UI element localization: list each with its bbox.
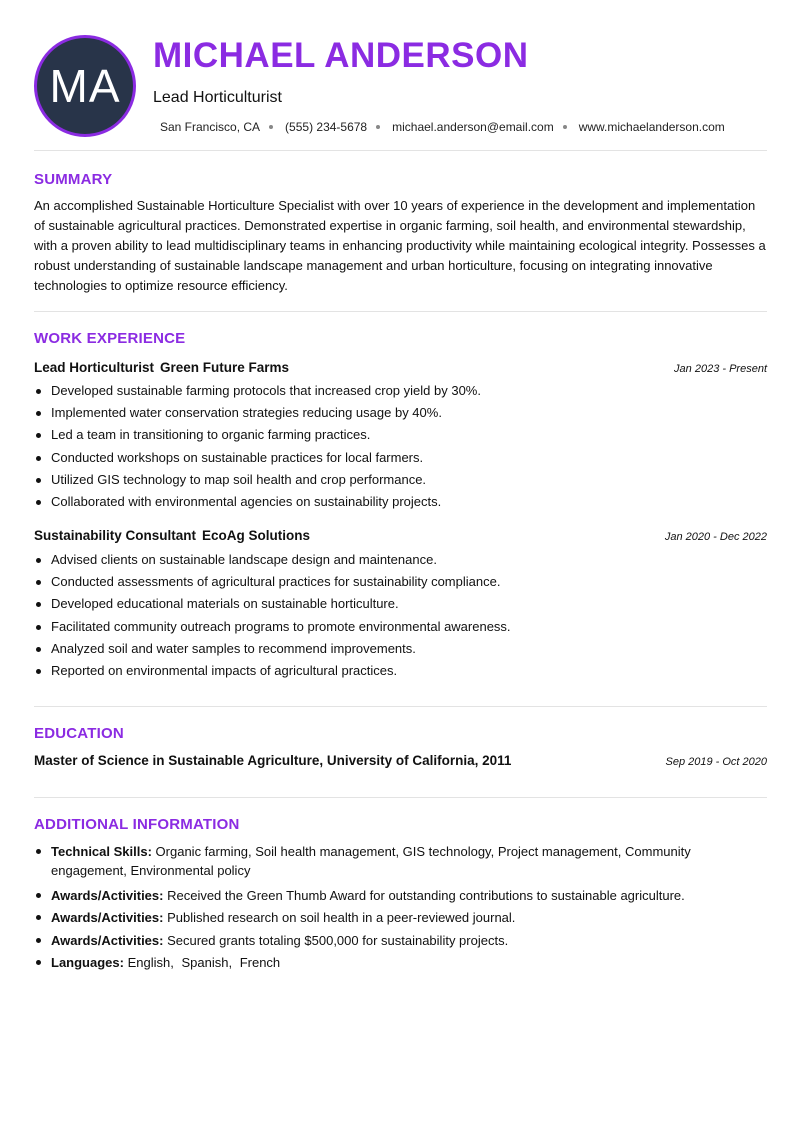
language: Spanish, xyxy=(181,954,233,970)
job-company: EcoAg Solutions xyxy=(202,528,311,543)
separator-dot-icon xyxy=(563,125,567,129)
item-label: Languages: xyxy=(51,954,124,970)
item-label: Awards/Activities: xyxy=(51,910,164,926)
item-label: Technical Skills: xyxy=(51,844,152,859)
separator-dot-icon xyxy=(269,125,273,129)
education-dates: Sep 2019 - Oct 2020 xyxy=(665,756,767,768)
list-item: Conducted assessments of agricultural practices for sustainability compliance. xyxy=(34,571,767,593)
job-header xyxy=(34,359,767,377)
contact-location: San Francisco, CA xyxy=(160,120,261,134)
job-company: Green Future Farms xyxy=(160,360,290,375)
contact-website[interactable]: www.michaelanderson.com xyxy=(578,120,725,134)
list-item: Facilitated community outreach programs to promote environmental awareness. xyxy=(34,616,767,638)
language: French xyxy=(239,954,281,970)
contact-email[interactable]: michael.anderson@email.com xyxy=(392,120,554,134)
job-title: Lead Horticulturist xyxy=(153,89,282,106)
list-item: Implemented water conservation strategies reducing usage by 40%. xyxy=(34,402,767,424)
list-item: Advised clients on sustainable landscape design and maintenance. xyxy=(34,549,767,571)
job-dates: Jan 2023 - Present xyxy=(674,363,767,375)
job-role: Sustainability Consultant xyxy=(34,528,197,543)
job-role: Lead Horticulturist xyxy=(34,360,155,375)
divider xyxy=(34,150,767,151)
contact-bar xyxy=(160,120,725,134)
separator-dot-icon xyxy=(376,125,380,129)
additional-list xyxy=(34,842,767,975)
list-item: Collaborated with environmental agencies on sustainability projects. xyxy=(34,491,767,513)
education-heading: EDUCATION xyxy=(34,725,124,742)
job-dates: Jan 2020 - Dec 2022 xyxy=(664,531,767,543)
list-item: Reported on environmental impacts of agricultural practices. xyxy=(34,660,767,682)
education-degree: Master of Science in Sustainable Agriculture, University of California, 2011 xyxy=(34,753,512,768)
item-text: Received the Green Thumb Award for outstanding contributions to sustainable agriculture. xyxy=(167,888,685,903)
list-item xyxy=(34,886,767,905)
additional-heading: ADDITIONAL INFORMATION xyxy=(34,816,240,833)
list-item xyxy=(34,908,767,927)
item-label: Awards/Activities: xyxy=(51,932,164,948)
job-header xyxy=(34,527,767,545)
list-item: Developed educational materials on sustainable horticulture. xyxy=(34,593,767,615)
languages-item xyxy=(34,953,767,972)
language: English, xyxy=(127,954,174,970)
avatar-initials: MA xyxy=(49,60,121,112)
summary-heading: SUMMARY xyxy=(34,171,113,188)
item-label: Awards/Activities: xyxy=(51,888,164,903)
divider xyxy=(34,311,767,312)
item-text: Organic farming, Soil health management, GIS technology, Project management, Community engagement, Environmental policy xyxy=(51,844,691,878)
job-title-company xyxy=(34,359,289,377)
divider xyxy=(34,706,767,707)
list-item xyxy=(34,931,767,950)
list-item: Led a team in transitioning to organic farming practices. xyxy=(34,424,767,446)
experience-heading: WORK EXPERIENCE xyxy=(34,330,186,347)
job-title-company xyxy=(34,527,310,545)
education-entry xyxy=(34,753,767,768)
divider xyxy=(34,797,767,798)
item-text: Published research on soil health in a peer-reviewed journal. xyxy=(167,910,516,926)
summary-text: An accomplished Sustainable Horticulture Specialist with over 10 years of experience in the development and implementation of sustainable agricultural practices. Demonstrated expertise in organic farming, soil health, and environmental stewardship, with a proven ability to lead multidisciplinary teams in enhancing productivity while maintaining ecological integrity. Possesses a robust understanding of sustainable landscape management and urban horticulture, focusing on integrating innovative technologies to optimize resource efficiency. xyxy=(34,198,766,293)
list-item: Developed sustainable farming protocols that increased crop yield by 30%. xyxy=(34,380,767,402)
list-item xyxy=(34,842,767,880)
item-text: Secured grants totaling $500,000 for sustainability projects. xyxy=(167,932,509,948)
list-item: Analyzed soil and water samples to recommend improvements. xyxy=(34,638,767,660)
list-item: Conducted workshops on sustainable practices for local farmers. xyxy=(34,447,767,469)
job-bullets xyxy=(34,380,767,513)
candidate-name: MICHAEL ANDERSON xyxy=(153,36,529,75)
avatar xyxy=(34,35,136,137)
list-item: Utilized GIS technology to map soil health and crop performance. xyxy=(34,469,767,491)
job-bullets xyxy=(34,549,767,682)
contact-phone: (555) 234-5678 xyxy=(285,120,368,134)
